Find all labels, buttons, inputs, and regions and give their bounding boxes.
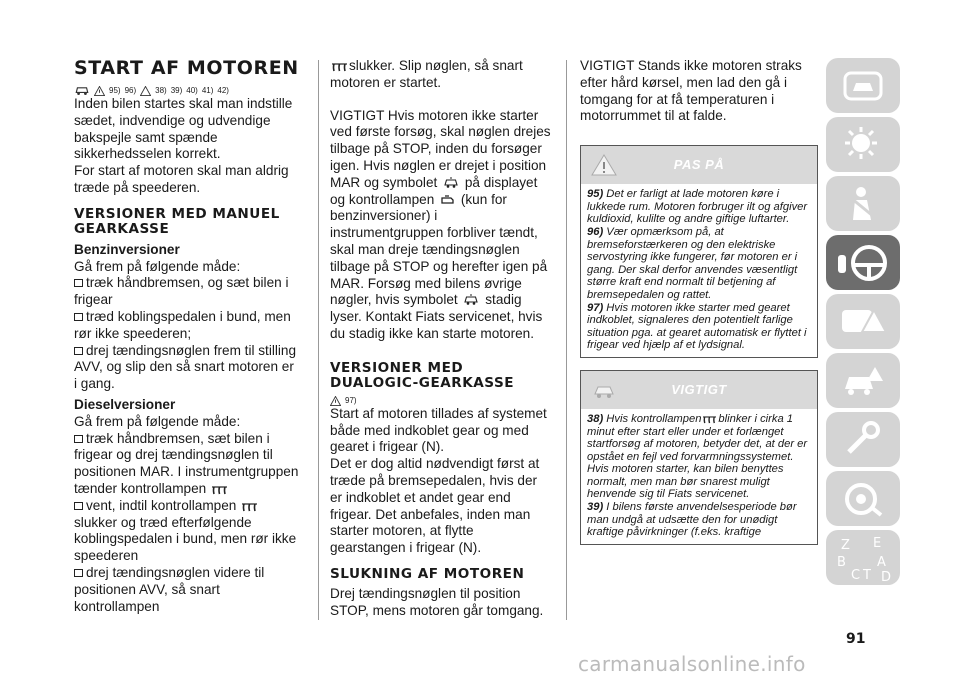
diesel-step-1-text: træk håndbremsen, sæt bilen i frigear og drej tændingsnøglen til positionen MAR. I instrumentgruppen tænder kontrollampen: [74, 430, 299, 496]
bullet-icon: [74, 347, 83, 355]
car-warning-icon: [74, 82, 90, 96]
heading-dualogic: VERSIONER MED DUALOGIC-GEARKASSE: [330, 359, 515, 392]
index-letter-b: B: [837, 554, 846, 570]
glow-plug-icon: [242, 503, 257, 512]
bullet-icon: [74, 313, 83, 321]
tab-starting-driving[interactable]: [826, 235, 900, 290]
note-39: [587, 501, 811, 539]
bullet-icon: [74, 435, 83, 443]
important-paragraph: [330, 108, 552, 343]
tab-index[interactable]: [826, 530, 900, 585]
note-97-number: 97): [587, 301, 604, 314]
bullet-icon: [74, 569, 83, 577]
continued-text: slukker. Slip nøglen, så snart motoren er startet.: [330, 58, 523, 90]
stop-paragraph: Drej tændingsnøglen til position STOP, mens motoren går tomgang.: [330, 586, 544, 619]
ref-40: 40): [186, 86, 198, 95]
glow-plug-icon: [703, 416, 716, 424]
benzin-step-1-text: træk håndbremsen, og sæt bilen i frigear: [74, 275, 289, 308]
speeder-paragraph: For start af motoren skal man aldrig træde på speederen.: [74, 163, 289, 195]
diesel-step-3-text: drej tændingsnøglen videre til positionen AVV, så snart kontrollampen: [74, 564, 265, 614]
column-2: [330, 58, 552, 620]
column-1: [74, 58, 300, 615]
column-divider: [566, 60, 567, 620]
chapter-tabs: [826, 58, 904, 589]
tab-lights[interactable]: [826, 117, 900, 172]
warning-icon: [838, 302, 888, 342]
important-text-a: VIGTIGT Hvis motoren ikke starter ved første forsøg, skal nøglen drejes tilbage på STOP, inden du forsøger igen. Hvis nøglen er drejet i position MAR og symbolet: [330, 107, 551, 190]
tab-warning-lights[interactable]: [826, 294, 900, 349]
tab-technical[interactable]: [826, 471, 900, 526]
diesel-step-3: [74, 565, 300, 615]
dualogic-paragraph-2: Det er dog altid nødvendigt først at træde på bremsepedalen, hvis der er indkoblet et andet gear end frigear. Det anbefales, inden man starter motoren, at flytte gearstangen i frigear (N).: [330, 456, 540, 556]
ref-42: 42): [217, 86, 229, 95]
note-38-number: 38): [587, 412, 604, 425]
ref-96: 96): [124, 86, 137, 95]
benzin-step-3-text: drej tændingsnøglen frem til stilling AVV, og slip den så snart motoren er i gang.: [74, 342, 297, 392]
index-letter-c: C: [851, 567, 861, 583]
note-97-text: Hvis motoren ikke starter med gearet indkoblet, signaleres den potentielt farlige situation pga. at gearet automatisk er flyttet i frigear ved hjælp af et lydsignal.: [587, 301, 807, 352]
important-text-b: på displayet og kontrollampen: [330, 174, 538, 207]
benzin-intro: Gå frem på følgende måde:: [74, 258, 241, 274]
diesel-intro: Gå frem på følgende måde:: [74, 413, 241, 429]
warning-triangle-icon: [330, 396, 341, 406]
warning-triangle-icon: [591, 154, 617, 176]
important-box-title: VIGTIGT: [671, 381, 727, 397]
diesel-step-2-text-b: slukker og træd efterfølgende koblingspedalen i bund, men rør ikke speederen: [74, 514, 297, 564]
important-box: [580, 370, 818, 545]
bullet-icon: [74, 279, 83, 287]
index-letter-e: E: [873, 535, 882, 551]
note-97: [587, 302, 811, 352]
service-icon: [841, 420, 885, 460]
column-3: [580, 58, 818, 545]
note-95-text: Det er farligt at lade motoren køre i lukkede rum. Motoren forbruger ilt og afgiver kuldioxid, kulilte og andre giftige luftarter.: [587, 188, 808, 226]
benzin-step-2: [74, 309, 300, 343]
continued-paragraph: [330, 58, 552, 92]
note-38-text-a: Hvis kontrollampen: [606, 412, 702, 425]
note-38: [587, 413, 811, 501]
glow-plug-icon: [332, 63, 347, 72]
benzin-step-3: [74, 343, 300, 393]
lights-icon: [841, 125, 885, 165]
note-95: [587, 188, 811, 226]
warning-box-title: PAS PÅ: [673, 156, 725, 172]
immobilizer-car-icon: [443, 176, 459, 189]
index-letter-a: A: [877, 554, 886, 570]
note-38-text-b: blinker i cirka 1 minut efter start eller under et forlænget startforsøg af motoren, betyder det, at der er opstået en fejl ved forvarmningssystemet. Hvis motoren starter, kan bilen benyttes normalt, men man bør snarest muligt henvende sig til Fiats servicenet.: [587, 412, 808, 501]
tab-maintenance[interactable]: [826, 412, 900, 467]
intro-paragraph: Inden bilen startes skal man indstille sædet, indvendige og udvendige bakspejle samt spænde sikkerhedsselen korrekt.: [74, 96, 293, 162]
bullet-icon: [74, 502, 83, 510]
section-title-start: START AF MOTOREN: [74, 57, 299, 79]
diesel-step-2-text-a: vent, indtil kontrollampen: [86, 497, 237, 513]
ref-95: 95): [109, 86, 121, 95]
cooldown-paragraph: VIGTIGT Stands ikke motoren straks efter hård kørsel, men lad den gå i tomgang for at få temperaturen i motorrummet til at falde.: [580, 58, 802, 124]
glow-plug-icon: [212, 486, 227, 495]
important-text-d: stadig lyser. Kontakt Fiats servicenet, hvis du stadig ikke kan starte motoren.: [330, 292, 543, 341]
note-39-text: I bilens første anvendelsesperiode bør man undgå at udsætte den for unødigt kraftige påvirkninger (f.eks. kraftige: [587, 501, 797, 539]
warning-box-header: [581, 146, 817, 184]
note-96-text: Vær opmærksom på, at bremseforstærkeren og den elektriske servostyring ikke fungerer, før motoren er i gang. Der skal derfor anvendes væsentligt større kraft end normalt til betjening af bremsepedalen og rattet.: [587, 225, 798, 301]
ref-97: 97): [345, 395, 357, 405]
warning-box-body: [581, 184, 817, 357]
diesel-step-1: [74, 431, 300, 498]
ref-41: 41): [201, 86, 214, 95]
note-39-number: 39): [587, 501, 604, 514]
warning-triangle-icon: [94, 86, 105, 96]
index-letter-z: Z: [841, 537, 850, 553]
ref-39: 39): [170, 86, 183, 95]
watermark-footer: carmanualsonline.info: [578, 652, 806, 676]
emergency-icon: [839, 361, 887, 401]
heading-manual: VERSIONER MED MANUEL GEARKASSE: [74, 205, 280, 238]
car-info-icon: [841, 69, 885, 103]
diesel-step-2: [74, 498, 300, 565]
important-text-c: (kun for benzinversioner) i instrumentgruppen forbliver tændt, skal man dreje tændingsnøglen tilbage på STOP og herefter igen på MAR. Forsøg med bilens øvrige nøgler, hvis symbolet: [330, 191, 548, 308]
benzin-step-2-text: træd koblingspedalen i bund, men rør ikke speederen;: [74, 308, 291, 341]
settings-icon: [841, 479, 885, 519]
page-number: 91: [846, 631, 866, 647]
tab-car-info[interactable]: [826, 58, 900, 113]
heading-diesel: Dieselversioner: [74, 396, 176, 412]
index-icon: [833, 533, 893, 583]
dualogic-refs: [330, 396, 552, 406]
index-letter-d: D: [881, 569, 892, 583]
index-letter-t: T: [863, 567, 871, 583]
note-95-number: 95): [587, 188, 604, 201]
important-box-body: [581, 409, 817, 544]
note-96-number: 96): [587, 225, 604, 238]
seatbelt-icon: [841, 184, 885, 224]
tab-safety[interactable]: [826, 176, 900, 231]
heading-benzin: Benzinversioner: [74, 241, 180, 257]
note-96: [587, 226, 811, 302]
dualogic-paragraph-1: Start af motoren tillades af systemet både med indkoblet gear og med gearet i frigear (N).: [330, 405, 547, 455]
warning-box: [580, 145, 818, 358]
engine-icon: [440, 194, 455, 206]
ref-38: 38): [155, 86, 167, 95]
heading-stop: SLUKNING AF MOTOREN: [330, 565, 525, 582]
caution-triangle-icon: [140, 86, 151, 96]
car-caution-icon: [591, 379, 617, 401]
benzin-step-1: [74, 275, 300, 309]
important-box-header: [581, 371, 817, 409]
warning-refs: [74, 82, 300, 96]
column-divider: [318, 60, 319, 620]
immobilizer-car-icon: [463, 293, 479, 306]
tab-emergency[interactable]: [826, 353, 900, 408]
steering-wheel-icon: [836, 243, 890, 283]
